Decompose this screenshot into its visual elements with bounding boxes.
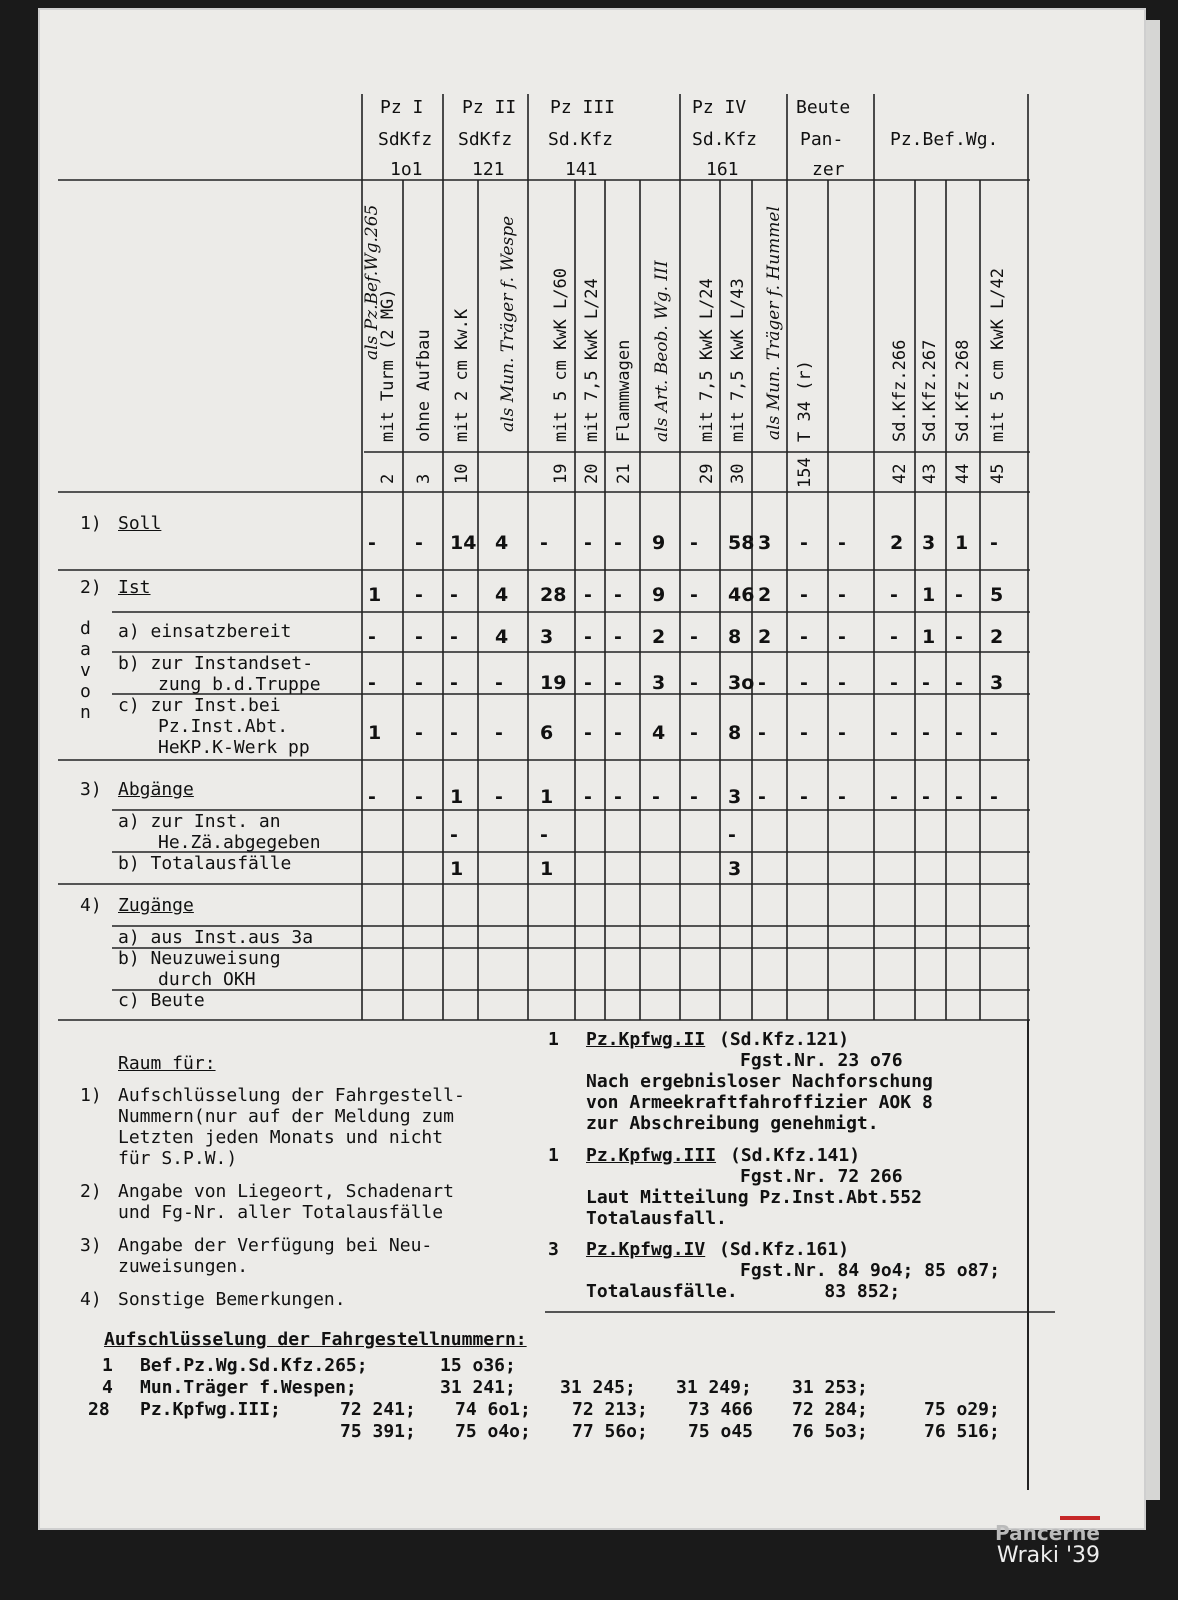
remark-detail-line: Fgst.Nr. 23 o76 — [740, 1050, 903, 1071]
cell-soll-1: - — [415, 532, 423, 554]
cell-ab-a-2: - — [450, 824, 458, 846]
cell-ist-c-12: - — [838, 722, 846, 744]
cell-ab-9: 3 — [728, 786, 742, 808]
remark-detail-line: Totalausfall. — [586, 1208, 727, 1229]
remark-line: für S.P.W.) — [118, 1148, 238, 1169]
cell-soll-7: 9 — [652, 532, 666, 554]
chassis-number: 72 284; — [792, 1399, 868, 1420]
cell-ab-4: 1 — [540, 786, 554, 808]
cell-ist-a-4: 3 — [540, 626, 554, 648]
remark-qty: 1 — [548, 1145, 559, 1166]
chassis-type: Bef.Pz.Wg.Sd.Kfz.265; — [140, 1355, 368, 1376]
remark-detail-line: Totalausfälle. 83 852; — [586, 1281, 901, 1302]
cell-soll-8: - — [690, 532, 698, 554]
col-29-label: mit 7,5 KwK L/24 — [697, 278, 717, 442]
row-ist-c1: c) zur Inst.bei — [118, 695, 281, 716]
group-pz2-number: 121 — [472, 159, 505, 180]
chassis-qty: 28 — [88, 1399, 110, 1420]
col-num-19: 19 — [551, 463, 571, 484]
chassis-number: 75 o4o; — [455, 1421, 531, 1442]
cell-ist-b-2: - — [450, 672, 458, 694]
group-pz4-sdkfz: Sd.Kfz — [692, 129, 758, 150]
cell-ist-a-16: 2 — [990, 626, 1004, 648]
cell-ist-5: - — [584, 584, 592, 606]
col-2-note: als Pz.Bef.Wg.265 — [362, 204, 382, 360]
watermark-line2: Wraki '39 — [996, 1543, 1100, 1568]
cell-ist-0: 1 — [368, 584, 382, 606]
cell-soll-12: - — [838, 532, 846, 554]
cell-ist-c-6: - — [614, 722, 622, 744]
cell-ab-5: - — [584, 786, 592, 808]
cell-ist-8: - — [690, 584, 698, 606]
cell-ist-c-8: - — [690, 722, 698, 744]
chassis-number: 75 o29; — [924, 1399, 1000, 1420]
col-num-42: 42 — [890, 463, 910, 484]
col-num-29: 29 — [697, 463, 717, 484]
group-pz4-title: Pz IV — [692, 97, 747, 118]
col-19-label: mit 5 cm KwK L/60 — [551, 268, 571, 442]
row-ab-a1: a) zur Inst. an — [118, 811, 281, 832]
row-soll-label: Soll — [118, 513, 162, 534]
cell-ist-10: 2 — [758, 584, 772, 606]
chassis-qty: 1 — [102, 1355, 113, 1376]
cell-ist-c-11: - — [800, 722, 808, 744]
cell-ist-c-0: 1 — [368, 722, 382, 744]
cell-ist-a-8: - — [690, 626, 698, 648]
cell-ist-a-6: - — [614, 626, 622, 648]
row-zu-b2: durch OKH — [158, 969, 256, 990]
remark-detail-line: Nach ergebnisloser Nachforschung — [586, 1071, 933, 1092]
cell-ab-15: - — [955, 786, 963, 808]
col-num-44: 44 — [953, 463, 973, 484]
chassis-type: Pz.Kpfwg.III; — [140, 1399, 281, 1420]
cell-ab-2: 1 — [450, 786, 464, 808]
chassis-number: 75 391; — [340, 1421, 416, 1442]
col-21-label: Flammwagen — [614, 339, 634, 442]
col-artbeob-note: als Art. Beob. Wg. III — [652, 260, 672, 442]
cell-ab-0: - — [368, 786, 376, 808]
cell-ist-b-9: 3o — [728, 672, 755, 694]
cell-ist-a-2: - — [450, 626, 458, 648]
col-2-label: mit Turm (2 MG) — [378, 288, 398, 442]
row-ab-label: Abgänge — [118, 779, 194, 800]
cell-ab-b-4: 1 — [540, 858, 554, 880]
cell-ab-13: - — [890, 786, 898, 808]
cell-ist-16: 5 — [990, 584, 1004, 606]
remark-vehicle-sub: (Sd.Kfz.121) — [719, 1029, 850, 1050]
chassis-number: 74 6o1; — [455, 1399, 531, 1420]
remark-qty: 1 — [548, 1029, 559, 1050]
row-ist-label: Ist — [118, 577, 151, 598]
cell-ist-c-4: 6 — [540, 722, 554, 744]
col-10-label: mit 2 cm Kw.K — [452, 308, 472, 442]
remark-vehicle-title: Pz.Kpfwg.II — [586, 1029, 706, 1050]
group-beute-title: Beute — [796, 97, 851, 118]
remark-detail-line: Laut Mitteilung Pz.Inst.Abt.552 — [586, 1187, 922, 1208]
row-soll-num: 1) — [80, 513, 102, 534]
cell-soll-3: 4 — [495, 532, 509, 554]
chassis-number: 15 o36; — [440, 1355, 516, 1376]
cell-ist-c-1: - — [415, 722, 423, 744]
cell-soll-16: - — [990, 532, 998, 554]
cell-ist-a-10: 2 — [758, 626, 772, 648]
group-pz3-title: Pz III — [550, 97, 616, 118]
remark-number: 1) — [80, 1085, 102, 1106]
row-ist-b1: b) zur Instandset- — [118, 653, 314, 674]
remarks-title: Raum für: — [118, 1053, 216, 1074]
cell-ist-6: - — [614, 584, 622, 606]
cell-ab-14: - — [922, 786, 930, 808]
cell-ab-11: - — [800, 786, 808, 808]
cell-ist-b-15: - — [955, 672, 963, 694]
cell-ab-b-2: 1 — [450, 858, 464, 880]
cell-ist-b-13: - — [890, 672, 898, 694]
watermark-line1: Pancerne — [995, 1521, 1100, 1545]
row-ist-c2: Pz.Inst.Abt. — [158, 716, 289, 737]
remark-detail-line: Fgst.Nr. 84 9o4; 85 o87; — [740, 1260, 1001, 1281]
remark-detail-line: von Armeekraftfahroffizier AOK 8 — [586, 1092, 933, 1113]
chassis-number: 76 5o3; — [792, 1421, 868, 1442]
col-num-10: 10 — [452, 463, 472, 484]
cell-ist-a-14: 1 — [922, 626, 936, 648]
remark-number: 4) — [80, 1289, 102, 1310]
cell-ist-15: - — [955, 584, 963, 606]
cell-ab-1: - — [415, 786, 423, 808]
col-num-21: 21 — [614, 463, 634, 484]
cell-soll-2: 14 — [450, 532, 477, 554]
cell-ist-11: - — [800, 584, 808, 606]
group-pz2-title: Pz II — [462, 97, 517, 118]
cell-ab-7: - — [652, 786, 660, 808]
col-42-label: Sd.Kfz.266 — [890, 339, 910, 442]
chassis-number: 72 213; — [572, 1399, 648, 1420]
row-ist-c3: HeKP.K-Werk pp — [158, 737, 310, 758]
col-3-label: ohne Aufbau — [414, 329, 434, 442]
cell-ist-b-10: - — [758, 672, 766, 694]
cell-ist-c-14: - — [922, 722, 930, 744]
group-pz3-sdkfz: Sd.Kfz — [548, 129, 614, 150]
row-ab-b: b) Totalausfälle — [118, 853, 292, 874]
col-wespe-note: als Mun. Träger f. Wespe — [498, 215, 518, 432]
col-43-label: Sd.Kfz.267 — [920, 339, 940, 442]
cell-ist-13: - — [890, 584, 898, 606]
remark-number: 3) — [80, 1235, 102, 1256]
cell-ist-a-1: - — [415, 626, 423, 648]
cell-ist-b-6: - — [614, 672, 622, 694]
row-zu-a: a) aus Inst.aus 3a — [118, 927, 314, 948]
cell-ist-c-15: - — [955, 722, 963, 744]
cell-ist-a-5: - — [584, 626, 592, 648]
cell-ist-a-15: - — [955, 626, 963, 648]
cell-ist-a-0: - — [368, 626, 376, 648]
cell-ab-a-9: - — [728, 824, 736, 846]
cell-soll-10: 3 — [758, 532, 772, 554]
cell-ist-b-1: - — [415, 672, 423, 694]
cell-ab-16: - — [990, 786, 998, 808]
remark-vehicle-title: Pz.Kpfwg.IV — [586, 1239, 706, 1260]
cell-ab-3: - — [495, 786, 503, 808]
group-pz4-number: 161 — [706, 159, 739, 180]
cell-ist-a-9: 8 — [728, 626, 742, 648]
cell-ist-c-13: - — [890, 722, 898, 744]
cell-ab-8: - — [690, 786, 698, 808]
group-pz2-sdkfz: SdKfz — [458, 129, 513, 150]
remark-line: zuweisungen. — [118, 1256, 249, 1277]
cell-ist-a-11: - — [800, 626, 808, 648]
group-beute-line2: Pan- — [800, 129, 844, 150]
cell-ist-c-5: - — [584, 722, 592, 744]
remark-detail-line: Fgst.Nr. 72 266 — [740, 1166, 903, 1187]
chassis-number: 72 241; — [340, 1399, 416, 1420]
chassis-title: Aufschlüsselung der Fahrgestellnummern: — [104, 1329, 527, 1350]
col-hummel-note: als Mun. Träger f. Hummel — [764, 206, 784, 440]
remark-line: Angabe von Liegeort, Schadenart — [118, 1181, 454, 1202]
chassis-qty: 4 — [102, 1377, 113, 1398]
cell-ist-c-7: 4 — [652, 722, 666, 744]
group-pz1-number: 1o1 — [390, 159, 423, 180]
chassis-type: Mun.Träger f.Wespen; — [140, 1377, 357, 1398]
cell-ist-b-0: - — [368, 672, 376, 694]
group-pz3-number: 141 — [565, 159, 598, 180]
cell-ist-a-12: - — [838, 626, 846, 648]
chassis-number: 31 249; — [676, 1377, 752, 1398]
remark-line: und Fg-Nr. aller Totalausfälle — [118, 1202, 444, 1223]
col-154-label: T 34 (r) — [795, 360, 815, 442]
cell-ist-14: 1 — [922, 584, 936, 606]
cell-soll-4: - — [540, 532, 548, 554]
col-num-20: 20 — [582, 463, 602, 484]
group-befwg-title: Pz.Bef.Wg. — [890, 129, 999, 150]
cell-ist-1: - — [415, 584, 423, 606]
chassis-number: 73 466 — [688, 1399, 754, 1420]
col-44-label: Sd.Kfz.268 — [953, 339, 973, 442]
cell-ist-c-3: - — [495, 722, 503, 744]
row-zu-b1: b) Neuzuweisung — [118, 948, 281, 969]
watermark-logo — [995, 1522, 1100, 1568]
cell-ist-b-16: 3 — [990, 672, 1004, 694]
cell-ist-b-11: - — [800, 672, 808, 694]
row-zu-c: c) Beute — [118, 990, 205, 1011]
chassis-number: 31 253; — [792, 1377, 868, 1398]
cell-soll-0: - — [368, 532, 376, 554]
cell-ist-4: 28 — [540, 584, 567, 606]
chassis-number: 75 o45 — [688, 1421, 754, 1442]
cell-ist-2: - — [450, 584, 458, 606]
col-45-label: mit 5 cm KwK L/42 — [988, 268, 1008, 442]
remark-line: Angabe der Verfügung bei Neu- — [118, 1235, 433, 1256]
row-zu-label: Zugänge — [118, 895, 194, 916]
col-num-45: 45 — [988, 463, 1008, 484]
remark-qty: 3 — [548, 1239, 559, 1260]
cell-ist-a-7: 2 — [652, 626, 666, 648]
cell-ist-c-16: - — [990, 722, 998, 744]
chassis-number: 31 245; — [560, 1377, 636, 1398]
chassis-number: 76 516; — [924, 1421, 1000, 1442]
col-num-2: 2 — [378, 473, 398, 484]
row-ab-a2: He.Zä.abgegeben — [158, 832, 321, 853]
remark-detail-line: zur Abschreibung genehmigt. — [586, 1113, 879, 1134]
row-ist-a: a) einsatzbereit — [118, 621, 292, 642]
cell-ist-3: 4 — [495, 584, 509, 606]
cell-ist-c-9: 8 — [728, 722, 742, 744]
cell-ist-a-3: 4 — [495, 626, 509, 648]
cell-ist-9: 46 — [728, 584, 755, 606]
cell-ist-b-5: - — [584, 672, 592, 694]
cell-ist-b-4: 19 — [540, 672, 567, 694]
cell-soll-14: 3 — [922, 532, 936, 554]
chassis-number: 31 241; — [440, 1377, 516, 1398]
remark-line: Letzten jeden Monats und nicht — [118, 1127, 444, 1148]
cell-ab-12: - — [838, 786, 846, 808]
cell-ist-a-13: - — [890, 626, 898, 648]
group-pz1-sdkfz: SdKfz — [378, 129, 433, 150]
col-num-43: 43 — [920, 463, 940, 484]
cell-ist-12: - — [838, 584, 846, 606]
remark-line: Sonstige Bemerkungen. — [118, 1289, 346, 1310]
cell-ist-b-7: 3 — [652, 672, 666, 694]
remark-line: Nummern(nur auf der Meldung zum — [118, 1106, 454, 1127]
col-30-label: mit 7,5 KwK L/43 — [728, 278, 748, 442]
col-20-label: mit 7,5 KwK L/24 — [582, 278, 602, 442]
cell-soll-6: - — [614, 532, 622, 554]
group-pz1-title: Pz I — [380, 97, 424, 118]
cell-ab-10: - — [758, 786, 766, 808]
cell-ist-c-10: - — [758, 722, 766, 744]
row-ist-b2: zung b.d.Truppe — [158, 674, 321, 695]
cell-ab-a-4: - — [540, 824, 548, 846]
cell-ab-6: - — [614, 786, 622, 808]
cell-soll-15: 1 — [955, 532, 969, 554]
cell-ist-b-12: - — [838, 672, 846, 694]
remark-vehicle-sub: (Sd.Kfz.161) — [719, 1239, 850, 1260]
davon-label-ist: davon — [80, 618, 91, 723]
remark-vehicle-title: Pz.Kpfwg.III — [586, 1145, 717, 1166]
remark-number: 2) — [80, 1181, 102, 1202]
chassis-number: 77 56o; — [572, 1421, 648, 1442]
cell-ist-b-3: - — [495, 672, 503, 694]
col-num-3: 3 — [414, 473, 434, 484]
cell-ab-b-9: 3 — [728, 858, 742, 880]
col-num-154: 154 — [795, 457, 815, 488]
remark-vehicle-sub: (Sd.Kfz.141) — [730, 1145, 861, 1166]
row-zu-num: 4) — [80, 895, 102, 916]
cell-soll-13: 2 — [890, 532, 904, 554]
cell-ist-c-2: - — [450, 722, 458, 744]
group-beute-line3: zer — [812, 159, 845, 180]
row-ist-num: 2) — [80, 577, 102, 598]
cell-soll-9: 58 — [728, 532, 755, 554]
cell-ist-b-14: - — [922, 672, 930, 694]
cell-soll-11: - — [800, 532, 808, 554]
row-ab-num: 3) — [80, 779, 102, 800]
remark-line: Aufschlüsselung der Fahrgestell- — [118, 1085, 465, 1106]
col-num-30: 30 — [728, 463, 748, 484]
cell-ist-b-8: - — [690, 672, 698, 694]
cell-ist-7: 9 — [652, 584, 666, 606]
cell-soll-5: - — [584, 532, 592, 554]
